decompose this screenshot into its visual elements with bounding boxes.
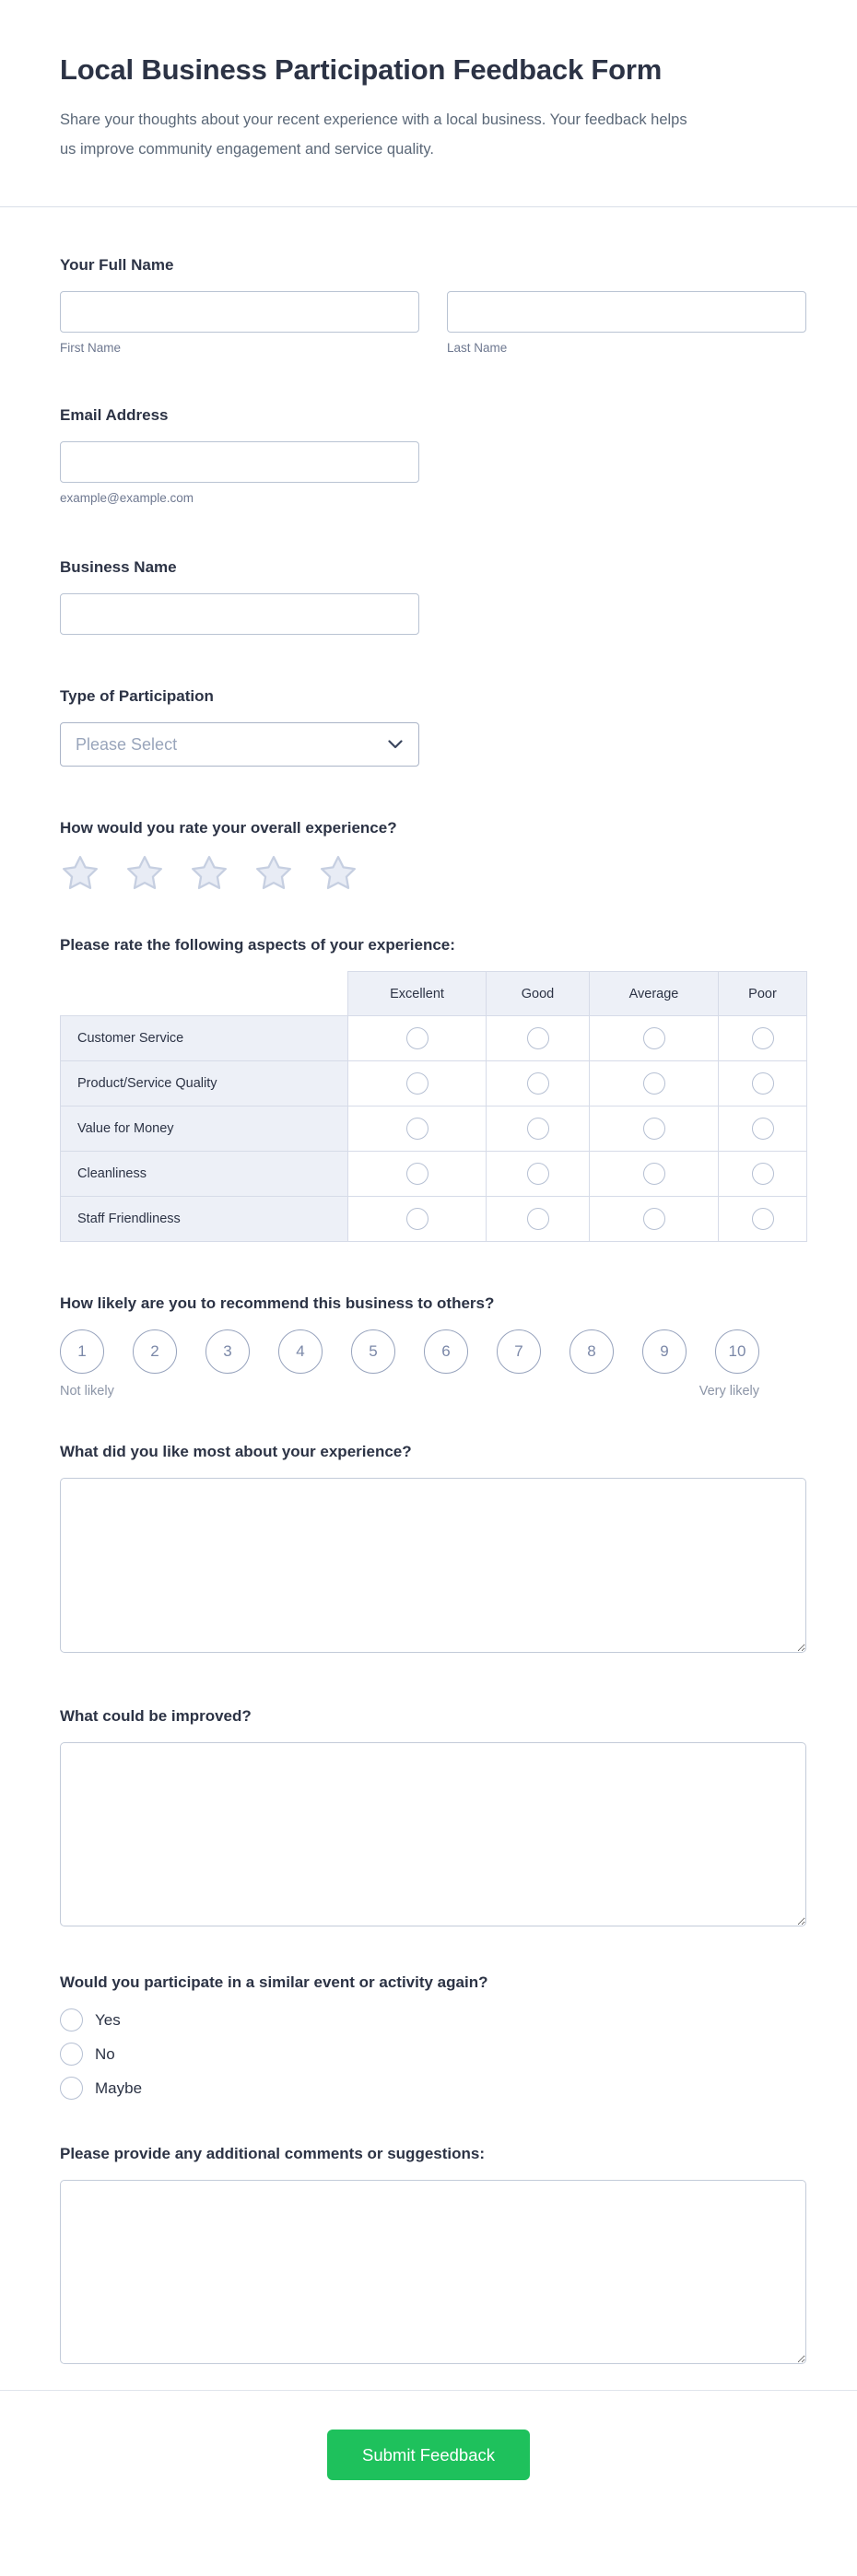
question-full-name [60,255,797,356]
matrix-radio[interactable] [752,1118,774,1140]
matrix-radio[interactable] [406,1163,428,1185]
participation-select[interactable] [60,722,419,767]
recommend-scale [60,1329,759,1374]
scale-labels [60,1383,759,1399]
liked-most-label: What did you like most about your experience? [60,1443,412,1460]
radio-option-maybe[interactable] [60,2077,797,2100]
full-name-label: Your Full Name [60,256,174,274]
matrix-row [61,1016,807,1061]
improve-label: What could be improved? [60,1707,252,1725]
scale-option[interactable]: 7 [497,1329,541,1374]
aspects-label: Please rate the following aspects of your experience: [60,936,455,954]
overall-rating-label: How would you rate your overall experience? [60,819,397,837]
matrix-row [61,1152,807,1197]
matrix-radio[interactable] [752,1208,774,1230]
email-label: Email Address [60,406,169,424]
matrix-column-header: Excellent [348,972,487,1016]
matrix-column-header: Poor [719,972,807,1016]
participate-again-options [60,2008,797,2100]
matrix-radio[interactable] [406,1208,428,1230]
star-icon[interactable] [60,854,100,893]
scale-min-label: Not likely [60,1384,114,1399]
matrix-radio[interactable] [527,1027,549,1049]
question-aspects [60,935,797,1242]
business-name-input[interactable] [60,593,419,635]
radio-option-yes[interactable] [60,2008,797,2032]
question-participation-type [60,686,797,767]
matrix-radio[interactable] [643,1118,665,1140]
radio-button[interactable] [60,2077,83,2100]
question-email [60,405,797,506]
matrix-radio[interactable] [527,1208,549,1230]
last-name-input[interactable] [447,291,806,333]
matrix-radio[interactable] [752,1072,774,1095]
aspects-matrix [60,971,807,1242]
email-hint: example@example.com [60,491,194,505]
matrix-radio[interactable] [643,1163,665,1185]
participation-type-label: Type of Participation [60,687,214,705]
submit-row [0,2391,857,2529]
scale-option[interactable]: 2 [133,1329,177,1374]
last-name-sublabel: Last Name [447,341,508,355]
scale-option[interactable]: 6 [424,1329,468,1374]
matrix-radio[interactable] [752,1027,774,1049]
matrix-radio[interactable] [527,1118,549,1140]
radio-option-no[interactable] [60,2043,797,2066]
liked-most-textarea[interactable] [60,1478,806,1653]
radio-option-label: Maybe [95,2079,143,2097]
matrix-radio[interactable] [752,1163,774,1185]
matrix-row [61,1061,807,1107]
matrix-radio[interactable] [643,1072,665,1095]
matrix-column-header: Good [487,972,590,1016]
question-participate-again [60,1973,797,2100]
matrix-row-label: Customer Service [61,1016,348,1061]
matrix-row [61,1107,807,1152]
matrix-row-label: Value for Money [61,1107,348,1152]
radio-button[interactable] [60,2008,83,2032]
scale-option[interactable]: 9 [642,1329,687,1374]
matrix-row-label: Staff Friendliness [61,1197,348,1242]
scale-option[interactable]: 5 [351,1329,395,1374]
question-improve [60,1706,797,1926]
first-name-col [60,291,419,356]
form-header [0,0,857,207]
matrix-row-label: Cleanliness [61,1152,348,1197]
comments-textarea[interactable] [60,2180,806,2364]
star-icon[interactable] [318,854,358,893]
last-name-col [447,291,806,356]
matrix-radio[interactable] [527,1163,549,1185]
scale-option[interactable]: 8 [569,1329,614,1374]
scale-option[interactable]: 10 [715,1329,759,1374]
matrix-radio[interactable] [406,1027,428,1049]
scale-max-label: Very likely [699,1384,759,1399]
star-icon[interactable] [124,854,165,893]
scale-option[interactable]: 3 [205,1329,250,1374]
matrix-corner-cell [61,972,348,1016]
first-name-sublabel: First Name [60,341,122,355]
improve-textarea[interactable] [60,1742,806,1926]
question-business-name [60,557,797,635]
comments-label: Please provide any additional comments or suggestions: [60,2145,486,2162]
submit-button[interactable]: Submit Feedback [327,2430,530,2480]
matrix-radio[interactable] [643,1208,665,1230]
star-icon[interactable] [253,854,294,893]
question-overall-rating [60,818,797,893]
radio-option-label: No [95,2045,115,2063]
name-row [60,291,797,356]
radio-option-label: Yes [95,2011,121,2029]
question-comments [60,2144,797,2364]
radio-button[interactable] [60,2043,83,2066]
scale-option[interactable]: 4 [278,1329,323,1374]
star-rating [60,854,797,893]
chevron-down-icon [388,740,403,749]
matrix-row-label: Product/Service Quality [61,1061,348,1107]
form-subtitle: Share your thoughts about your recent experience with a local business. Your feedback helps us improve community engagement and service quality. [60,111,687,158]
first-name-input[interactable] [60,291,419,333]
star-icon[interactable] [189,854,229,893]
matrix-radio[interactable] [406,1072,428,1095]
question-recommend [60,1294,797,1399]
scale-option[interactable]: 1 [60,1329,104,1374]
email-input[interactable] [60,441,419,483]
matrix-radio[interactable] [643,1027,665,1049]
page-title: Local Business Participation Feedback Form [60,53,663,86]
participate-again-label: Would you participate in a similar event or activity again? [60,1973,488,1991]
matrix-column-header: Average [590,972,719,1016]
question-liked-most [60,1442,797,1653]
business-name-label: Business Name [60,558,177,576]
matrix-row [61,1197,807,1242]
form-body [0,207,857,2364]
matrix-radio[interactable] [406,1118,428,1140]
participation-select-value: Please Select [76,734,178,754]
matrix-radio[interactable] [527,1072,549,1095]
recommend-label: How likely are you to recommend this business to others? [60,1294,495,1312]
